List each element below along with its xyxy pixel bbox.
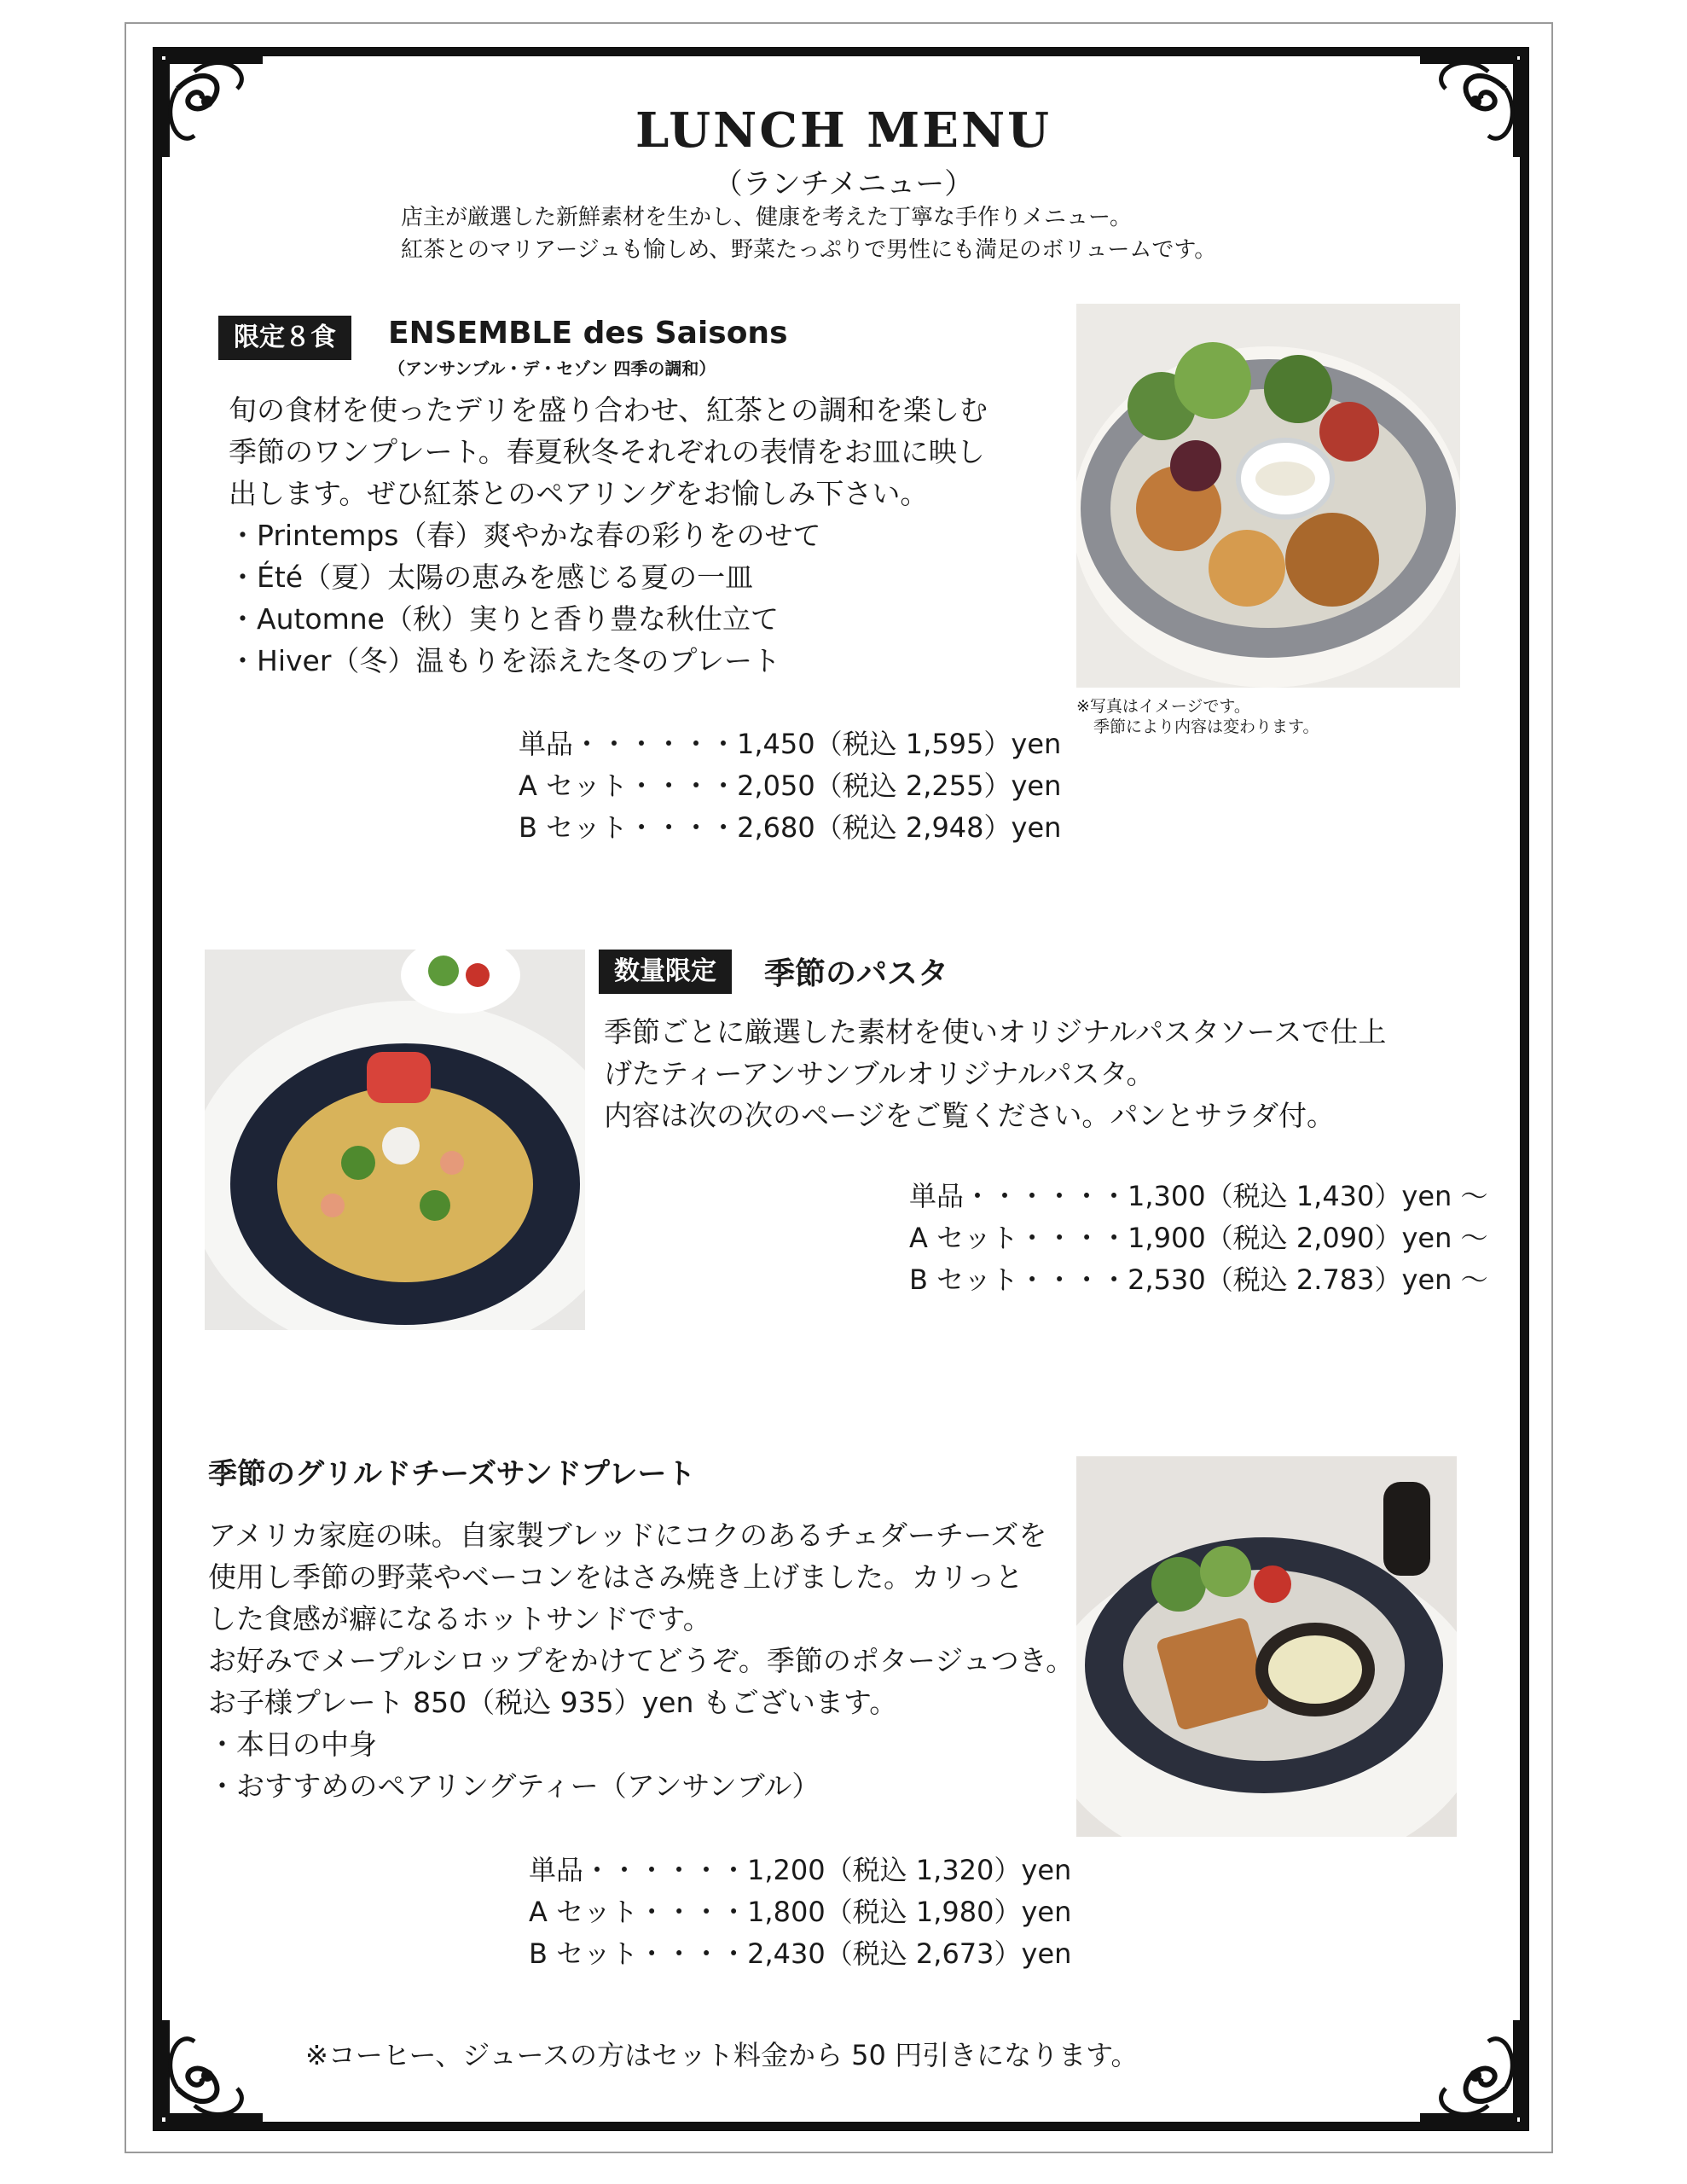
intro-line: 紅茶とのマリアージュも愉しめ、野菜たっぷりで男性にも満足のボリュームです。 bbox=[401, 237, 1217, 263]
dish-description bbox=[604, 1011, 1386, 1136]
dish-subtitle: （アンサンブル・デ・セゾン 四季の調和） bbox=[388, 358, 716, 379]
description-line: お子様プレート 850（税込 935）yen もございます。 bbox=[208, 1686, 898, 1719]
description-line: 旬の食材を使ったデリを盛り合わせ、紅茶との調和を楽しむ bbox=[229, 393, 988, 427]
dish-description bbox=[229, 389, 988, 682]
description-line: お好みでメープルシロップをかけてどうぞ。季節のポタージュつき。 bbox=[208, 1644, 1075, 1677]
price-row: B セット・・・・2,680（税込 2,948）yen bbox=[519, 811, 1062, 844]
price-list bbox=[529, 1850, 1071, 1975]
price-row: B セット・・・・2,430（税込 2,673）yen bbox=[529, 1937, 1072, 1970]
photo-note bbox=[1076, 696, 1319, 737]
description-line: した食感が癖になるホットサンドです。 bbox=[208, 1602, 711, 1635]
price-row: A セット・・・・1,900（税込 2,090）yen 〜 bbox=[909, 1222, 1488, 1254]
corner-ornament-icon bbox=[1403, 2003, 1522, 2123]
price-row: 単品・・・・・・1,300（税込 1,430）yen 〜 bbox=[909, 1180, 1488, 1212]
price-list bbox=[909, 1176, 1488, 1301]
footer-note: ※コーヒー、ジュースの方はセット料金から 50 円引きになります。 bbox=[305, 2039, 1139, 2071]
intro-text bbox=[401, 201, 1339, 266]
description-line: 使用し季節の野菜やベーコンをはさみ焼き上げました。カリっと bbox=[208, 1560, 1023, 1594]
dish-title: ENSEMBLE des Saisons bbox=[388, 316, 788, 351]
limited-tag: 限定８食 bbox=[218, 316, 351, 360]
description-line: げたティーアンサンブルオリジナルパスタ。 bbox=[604, 1057, 1155, 1090]
price-list bbox=[519, 723, 1061, 849]
description-line: ・Printemps（春）爽やかな春の彩りをのせて bbox=[229, 519, 821, 552]
dish-photo-salad-plate bbox=[1076, 304, 1460, 688]
description-line: ・おすすめのペアリングティー（アンサンブル） bbox=[208, 1769, 820, 1803]
price-row: 単品・・・・・・1,450（税込 1,595）yen bbox=[519, 728, 1062, 760]
dish-title: 季節のパスタ bbox=[764, 956, 949, 991]
description-line: ・Automne（秋）実りと香り豊な秋仕立て bbox=[229, 602, 779, 636]
description-line: 出します。ぜひ紅茶とのペアリングをお愉しみ下さい。 bbox=[229, 477, 929, 510]
description-line: 内容は次の次のページをご覧ください。パンとサラダ付。 bbox=[604, 1099, 1336, 1132]
dish-title: 季節のグリルドチーズサンドプレート bbox=[208, 1457, 696, 1491]
price-row: A セット・・・・2,050（税込 2,255）yen bbox=[519, 770, 1062, 802]
description-line: ・本日の中身 bbox=[208, 1728, 377, 1761]
description-line: 季節ごとに厳選した素材を使いオリジナルパスタソースで仕上 bbox=[604, 1015, 1387, 1048]
price-row: 単品・・・・・・1,200（税込 1,320）yen bbox=[529, 1854, 1072, 1886]
dish-photo-grilled-cheese bbox=[1076, 1456, 1457, 1837]
dish-description bbox=[208, 1514, 1074, 1807]
description-line: 季節のワンプレート。春夏秋冬それぞれの表情をお皿に映し bbox=[229, 435, 985, 468]
page-subtitle: （ランチメニュー） bbox=[713, 167, 974, 201]
price-row: B セット・・・・2,530（税込 2.783）yen 〜 bbox=[909, 1263, 1488, 1296]
intro-line: 店主が厳選した新鮮素材を生かし、健康を考えた丁寧な手作りメニュー。 bbox=[401, 205, 1132, 230]
photo-note-line: ※写真はイメージです。 bbox=[1076, 697, 1250, 716]
limited-quantity-tag: 数量限定 bbox=[599, 950, 732, 994]
page-title: LUNCH MENU bbox=[635, 102, 1052, 159]
description-line: ・Été（夏）太陽の恵みを感じる夏の一皿 bbox=[229, 561, 754, 594]
description-line: アメリカ家庭の味。自家製ブレッドにコクのあるチェダーチーズを bbox=[208, 1519, 1047, 1552]
corner-ornament-icon bbox=[160, 2003, 280, 2123]
description-line: ・Hiver（冬）温もりを添えた冬のプレート bbox=[229, 644, 781, 677]
photo-note-line: 季節により内容は変わります。 bbox=[1093, 717, 1319, 736]
price-row: A セット・・・・1,800（税込 1,980）yen bbox=[529, 1896, 1072, 1928]
dish-photo-pasta bbox=[205, 950, 585, 1330]
